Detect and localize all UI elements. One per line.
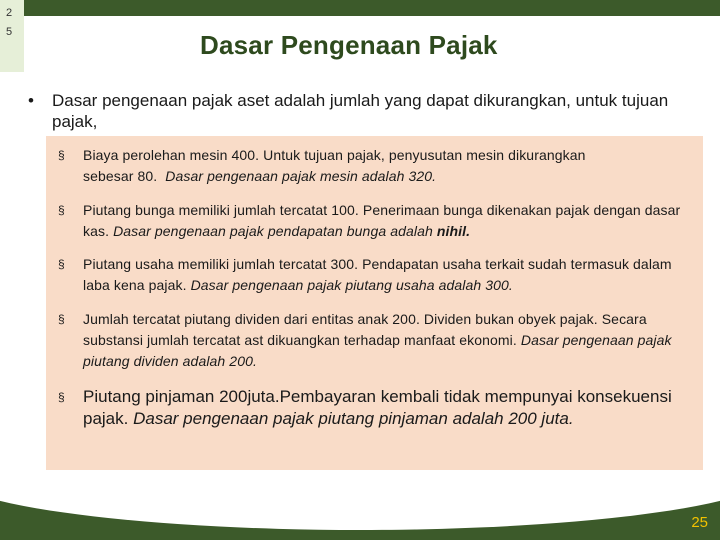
slide-title: Dasar Pengenaan Pajak [200,30,498,60]
list-item-plain: Jumlah tercatat piutang dividen dari entitas anak 200. Dividen bukan obyek pajak. Secara substansi jumlah tercatat ast dikuangkan terhadap manfaat ekonomi. [83,311,647,348]
list-item-italic: Dasar pengenaan pajak piutang pinjaman adalah 200 juta. [133,409,574,428]
slide-number-top [6,4,12,42]
list-item-plain: Piutang pinjaman 200juta.Pembayaran kembali tidak mempunyai konsekuensi pajak. [83,387,672,428]
list-item-text [83,254,688,296]
list-item-plain: sebesar 80. [83,168,158,184]
list-item-plain: Piutang usaha memiliki jumlah tercatat 300. Pendapatan usaha terkait sudah termasuk dalam laba kena pajak. [83,256,672,293]
intro-paragraph [28,90,698,132]
section-bullet-icon: § [58,203,65,217]
section-bullet-icon: § [58,257,65,271]
list-item-bold: nihil. [436,223,471,239]
list-item-italic: Dasar pengenaan pajak mesin adalah 320. [165,168,437,184]
list-item-text [83,309,688,372]
list-item [58,254,688,296]
list-item-text [83,145,688,187]
slide-number-top-line: 2 [6,7,13,19]
list-item-italic: Dasar pengenaan pajak piutang dividen adalah 200. [83,332,672,369]
slide-number-top-line: 5 [6,26,13,38]
list-item [58,386,688,430]
list-item-italic: Dasar pengenaan pajak piutang usaha adalah 300. [190,277,513,293]
content-panel [46,136,703,486]
list-item [58,309,688,372]
top-bar [0,0,720,16]
list-item-plain: Biaya perolehan mesin 400. Untuk tujuan pajak, penyusutan mesin dikurangkan [83,147,586,163]
list-item-text [83,200,688,242]
intro-text: Dasar pengenaan pajak aset adalah jumlah yang dapat dikurangkan, untuk tujuan pajak, [52,91,669,131]
section-bullet-icon: § [58,148,65,162]
list-item-text [83,386,688,430]
section-bullet-icon: § [58,312,65,326]
page-number: 25 [691,514,708,531]
list-item [58,145,688,187]
section-bullet-icon: § [58,390,65,404]
list-item-plain: Piutang bunga memiliki jumlah tercatat 100. Penerimaan bunga dikenakan pajak dengan dasar kas. [83,202,681,239]
list-item-italic: Dasar pengenaan pajak pendapatan bunga adalah [113,223,433,239]
list-item [58,200,688,242]
bullet-dot-icon: • [28,91,34,110]
